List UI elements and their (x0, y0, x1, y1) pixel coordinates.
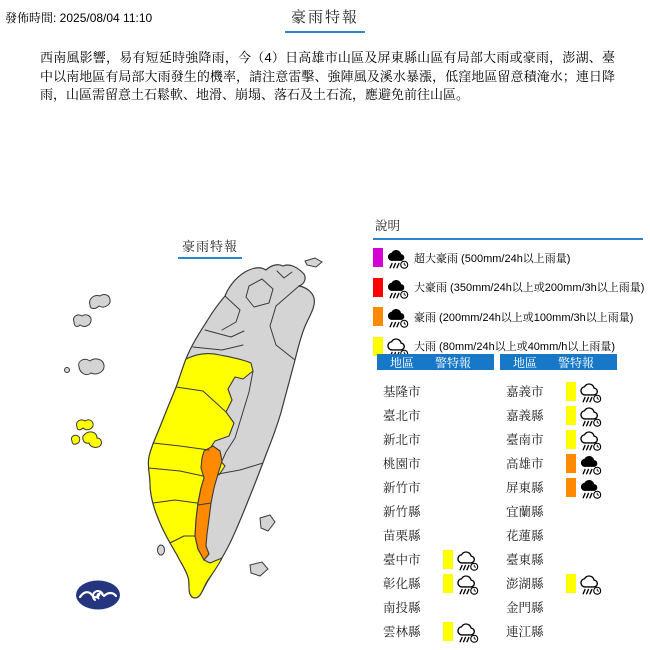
warning-badge (443, 620, 480, 643)
legend-color-swatch (373, 248, 383, 267)
warning-color-swatch (443, 574, 453, 593)
region-name: 桃園市 (383, 457, 421, 471)
table-row (500, 475, 617, 499)
region-name: 花蓮縣 (506, 529, 544, 543)
legend-title: 說明 (375, 219, 401, 233)
legend-color-swatch (373, 307, 383, 326)
rain-cloud-outline-icon (579, 380, 603, 403)
warning-color-swatch (443, 622, 453, 641)
col-header-region: 地區 (513, 355, 538, 370)
warning-badge (566, 380, 603, 403)
penghu-islands (71, 420, 101, 448)
warning-badge (566, 572, 603, 595)
publish-time: 發佈時間: 2025/08/04 11:10 (5, 11, 153, 25)
legend-label: 大豪雨 (350mm/24h以上或200mm/3h以上雨量) (414, 282, 645, 295)
warning-badge (566, 428, 603, 451)
table-header (500, 354, 617, 370)
legend-color-swatch (373, 278, 383, 297)
region-name: 屏東縣 (506, 481, 544, 495)
table-row (377, 475, 494, 499)
region-name: 苗栗縣 (383, 529, 421, 543)
rain-cloud-filled-icon (579, 452, 603, 475)
table-row (377, 571, 494, 595)
col-header-warning: 警特報 (558, 355, 595, 370)
region-name: 臺南市 (506, 433, 544, 447)
region-name: 新竹縣 (383, 505, 421, 519)
legend-item (373, 302, 643, 332)
legend-items (373, 243, 643, 361)
page-title: 豪雨特報 (285, 6, 365, 33)
rain-cloud-outline-icon (579, 428, 603, 451)
rain-cloud-filled-icon (386, 305, 410, 328)
region-name: 連江縣 (506, 625, 544, 639)
green-island (260, 515, 275, 531)
region-name: 嘉義縣 (506, 409, 544, 423)
warning-color-swatch (566, 574, 576, 593)
legend-item (373, 243, 643, 273)
region-name: 南投縣 (383, 601, 421, 615)
rain-cloud-filled-icon (579, 476, 603, 499)
table-row (500, 619, 617, 643)
table-row (500, 523, 617, 547)
table-row (377, 595, 494, 619)
region-name: 新北市 (383, 433, 421, 447)
region-name: 基隆市 (383, 385, 421, 399)
col-header-warning: 警特報 (435, 355, 472, 370)
table-row (500, 595, 617, 619)
table-header (377, 354, 494, 370)
matsu-islands (74, 295, 111, 327)
rain-cloud-filled-icon (386, 276, 410, 299)
table-body (377, 370, 494, 643)
legend-label: 大雨 (80mm/24h以上或40mm/h以上雨量) (414, 341, 616, 354)
table-row (500, 379, 617, 403)
legend-divider (373, 238, 643, 240)
warning-table-east (500, 354, 617, 643)
warning-color-swatch (566, 406, 576, 425)
table-row (500, 499, 617, 523)
region-name: 澎湖縣 (506, 577, 544, 591)
rain-cloud-filled-icon (386, 246, 410, 269)
warning-color-swatch (566, 382, 576, 401)
region-name: 臺中市 (383, 553, 421, 567)
warning-badge (566, 404, 603, 427)
rain-cloud-outline-icon (579, 572, 603, 595)
legend-label: 超大豪雨 (500mm/24h以上雨量) (414, 252, 571, 265)
region-name: 臺東縣 (506, 553, 544, 567)
table-body (500, 370, 617, 643)
region-name: 宜蘭縣 (506, 505, 544, 519)
legend-item (373, 273, 643, 303)
map-title: 豪雨特報 (178, 236, 242, 259)
table-row (500, 451, 617, 475)
warning-table-west (377, 354, 494, 643)
liuqiu-islet (158, 545, 165, 555)
table-row (500, 403, 617, 427)
rain-cloud-outline-icon (456, 620, 480, 643)
legend-label: 豪雨 (200mm/24h以上或100mm/3h以上雨量) (414, 311, 634, 324)
table-row (377, 379, 494, 403)
col-header-region: 地區 (390, 355, 415, 370)
table-row (377, 523, 494, 547)
diaoyutai-islet (305, 258, 322, 267)
rain-cloud-outline-icon (456, 572, 480, 595)
table-row (377, 427, 494, 451)
region-name: 彰化縣 (383, 577, 421, 591)
warning-color-swatch (443, 550, 453, 569)
region-name: 嘉義市 (506, 385, 544, 399)
map-title-wrap (160, 236, 260, 259)
warning-color-swatch (566, 454, 576, 473)
warning-color-swatch (566, 430, 576, 449)
warning-color-swatch (566, 478, 576, 497)
warning-badge (443, 548, 480, 571)
rain-cloud-outline-icon (579, 404, 603, 427)
kinmen-island (65, 359, 105, 375)
region-name: 臺北市 (383, 409, 421, 423)
table-row (500, 427, 617, 451)
warning-badge (443, 572, 480, 595)
table-row (500, 547, 617, 571)
legend (373, 216, 643, 361)
warning-badge (566, 452, 603, 475)
table-row (377, 403, 494, 427)
region-name: 金門縣 (506, 601, 544, 615)
cwa-logo (76, 581, 120, 610)
orchid-island (250, 562, 268, 576)
warning-badge (566, 476, 603, 499)
advisory-text: 西南風影響，易有短延時強降雨，今（4）日高雄市山區及屏東縣山區有局部大雨或豪雨，澎湖、臺中以南地區有局部大雨發生的機率，請注意雷擊、強陣風及溪水暴漲，低窪地區留意積淹水；連日降雨，山區需留意土石鬆軟、地滑、崩塌、落石及土石流，應避免前往山區。 (40, 50, 615, 103)
table-row (377, 547, 494, 571)
table-row (377, 451, 494, 475)
region-name: 雲林縣 (383, 625, 421, 639)
table-row (377, 499, 494, 523)
region-name: 新竹市 (383, 481, 421, 495)
table-row (500, 571, 617, 595)
region-name: 高雄市 (506, 457, 544, 471)
rain-cloud-outline-icon (456, 548, 480, 571)
table-row (377, 619, 494, 643)
